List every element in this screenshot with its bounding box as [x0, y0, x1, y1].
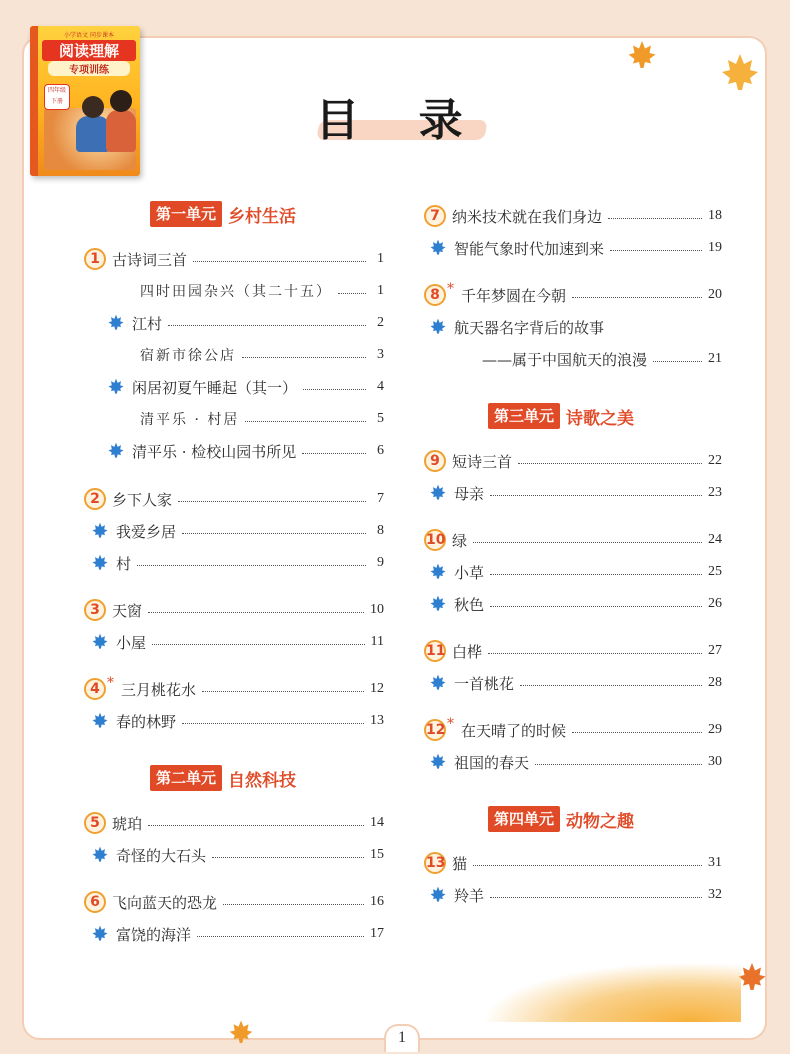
entry-title: 飞向蓝天的恐龙 — [112, 893, 218, 912]
toc-entry — [90, 710, 384, 732]
leader-dots — [572, 732, 702, 733]
entry-page: 14 — [370, 815, 384, 830]
unit-tag: 第一单元 — [150, 201, 222, 227]
optional-star: * — [447, 716, 454, 732]
lesson-number: 5 — [84, 812, 106, 834]
cover-title: 阅读理解 — [42, 40, 136, 61]
entry-page: 7 — [377, 491, 384, 506]
lesson-number: 11 — [424, 640, 446, 662]
unit-tag: 第四单元 — [488, 806, 560, 832]
toc-entry — [84, 891, 384, 913]
toc-entry — [134, 408, 384, 430]
entry-title: 羚羊 — [454, 886, 485, 905]
cover-grade-badge — [44, 84, 70, 110]
toc-entry — [106, 376, 384, 398]
leader-dots — [572, 297, 702, 298]
toc-entry — [106, 440, 384, 462]
leader-dots — [520, 685, 702, 686]
leader-dots — [338, 293, 366, 294]
blue-leaf-icon — [90, 521, 110, 541]
blue-leaf-icon — [90, 553, 110, 573]
leader-dots — [193, 261, 366, 262]
leader-dots — [182, 533, 366, 534]
lesson-number: 13 — [424, 852, 446, 874]
leader-dots — [610, 250, 702, 251]
lesson-number: 7 — [424, 205, 446, 227]
lesson-number: 2 — [84, 488, 106, 510]
cover-figure-head — [110, 90, 132, 112]
blue-leaf-icon — [428, 562, 448, 582]
toc-entry — [428, 237, 722, 259]
entry-page: 9 — [377, 555, 384, 570]
toc-entry — [84, 812, 384, 834]
lesson-number: 8 — [424, 284, 446, 306]
blue-leaf-icon — [106, 377, 126, 397]
entry-title: 村 — [116, 554, 132, 573]
blue-leaf-icon — [428, 483, 448, 503]
leader-dots — [490, 897, 702, 898]
cover-figure-body — [106, 110, 136, 152]
entry-title: 祖国的春天 — [454, 753, 530, 772]
leader-dots — [168, 325, 366, 326]
entry-title: 白桦 — [452, 642, 483, 661]
toc-entry — [424, 529, 722, 551]
blue-leaf-icon — [428, 594, 448, 614]
lesson-number: 6 — [84, 891, 106, 913]
unit-header-4 — [488, 806, 634, 832]
leader-dots — [490, 606, 702, 607]
entry-page: 18 — [708, 208, 722, 223]
entry-page: 21 — [708, 351, 722, 366]
blue-leaf-icon — [90, 711, 110, 731]
leader-dots — [473, 542, 702, 543]
maple-leaf-icon — [624, 38, 660, 74]
toc-entry — [134, 280, 384, 302]
toc-entry — [84, 675, 384, 700]
blue-leaf-icon — [90, 845, 110, 865]
toc-entry — [84, 248, 384, 270]
leader-dots — [608, 218, 702, 219]
entry-page: 26 — [708, 596, 722, 611]
leader-dots — [197, 936, 364, 937]
cover-volume: 下册 — [50, 98, 63, 105]
toc-entry — [428, 316, 722, 338]
toc-entry — [424, 450, 722, 472]
entry-page: 3 — [377, 347, 384, 362]
entry-page: 1 — [377, 251, 384, 266]
entry-page: 19 — [708, 240, 722, 255]
toc-entry — [84, 599, 384, 621]
leader-dots — [245, 421, 366, 422]
entry-page: 25 — [708, 564, 722, 579]
entry-title: 短诗三首 — [452, 452, 513, 471]
leader-dots — [148, 825, 364, 826]
leader-dots — [653, 361, 702, 362]
entry-title: 乡下人家 — [112, 490, 173, 509]
entry-title: 千年梦圆在今朝 — [461, 286, 567, 305]
leader-dots — [488, 653, 702, 654]
maple-leaf-icon — [716, 50, 764, 98]
toc-entry — [428, 593, 722, 615]
optional-star: * — [447, 281, 454, 297]
lesson-number: 12 — [424, 719, 446, 741]
toc-entry — [428, 751, 722, 773]
entry-title: 一首桃花 — [454, 674, 515, 693]
entry-title: 清平乐 · 检校山园书所见 — [132, 442, 297, 461]
entry-page: 13 — [370, 713, 384, 728]
leader-dots — [148, 612, 364, 613]
leader-dots — [490, 574, 702, 575]
blue-leaf-icon — [90, 632, 110, 652]
entry-page: 12 — [370, 681, 384, 696]
leader-dots — [223, 904, 364, 905]
book-cover — [30, 26, 140, 176]
lesson-number: 4 — [84, 678, 106, 700]
toc-entry — [428, 672, 722, 694]
entry-title: 智能气象时代加速到来 — [454, 239, 605, 258]
toc-entry — [424, 640, 722, 662]
autumn-leaves-decoration — [481, 962, 741, 1022]
toc-entry — [476, 348, 722, 370]
toc-entry — [90, 923, 384, 945]
leader-dots — [182, 723, 364, 724]
toc-entry — [428, 482, 722, 504]
leader-dots — [202, 691, 364, 692]
unit-header-3 — [488, 403, 634, 429]
unit-header-2 — [150, 765, 296, 791]
leader-dots — [152, 644, 365, 645]
entry-page: 11 — [370, 634, 384, 649]
leader-dots — [490, 495, 702, 496]
blue-leaf-icon — [428, 673, 448, 693]
optional-star: * — [107, 675, 114, 691]
entry-page: 22 — [708, 453, 722, 468]
blue-leaf-icon — [428, 238, 448, 258]
entry-title: 古诗词三首 — [112, 250, 188, 269]
entry-title: 富饶的海洋 — [116, 925, 192, 944]
blue-leaf-icon — [90, 924, 110, 944]
blue-leaf-icon — [428, 317, 448, 337]
cover-figure-head — [82, 96, 104, 118]
toc-entry — [424, 852, 722, 874]
lesson-number: 10 — [424, 529, 446, 551]
unit-tag: 第二单元 — [150, 765, 222, 791]
entry-title: 江村 — [132, 314, 163, 333]
unit-tag: 第三单元 — [488, 403, 560, 429]
entry-title: 春的林野 — [116, 712, 177, 731]
lesson-number: 1 — [84, 248, 106, 270]
entry-title: 纳米技术就在我们身边 — [452, 207, 603, 226]
entry-page: 23 — [708, 485, 722, 500]
leader-dots — [303, 389, 366, 390]
entry-page: 4 — [377, 379, 384, 394]
entry-title: 清平乐 · 村居 — [140, 412, 240, 428]
entry-page: 28 — [708, 675, 722, 690]
entry-page: 2 — [377, 315, 384, 330]
unit-name: 诗歌之美 — [566, 408, 635, 429]
entry-title: 四时田园杂兴（其二十五） — [140, 284, 332, 300]
toc-entry — [428, 884, 722, 906]
lesson-number: 9 — [424, 450, 446, 472]
entry-title: 航天器名字背后的故事 — [454, 318, 605, 337]
entry-page: 29 — [708, 722, 722, 737]
entry-title: ——属于中国航天的浪漫 — [482, 350, 648, 369]
toc-entry — [106, 312, 384, 334]
leader-dots — [212, 857, 364, 858]
entry-title: 闲居初夏午睡起（其一） — [132, 378, 298, 397]
leader-dots — [518, 463, 702, 464]
entry-title: 琥珀 — [112, 814, 143, 833]
entry-page: 5 — [377, 411, 384, 426]
entry-page: 6 — [377, 443, 384, 458]
unit-header-1 — [150, 201, 296, 227]
leader-dots — [137, 565, 366, 566]
entry-title: 秋色 — [454, 595, 485, 614]
cover-spine — [30, 26, 38, 176]
leader-dots — [178, 501, 366, 502]
leader-dots — [242, 357, 366, 358]
page-number: 1 — [384, 1024, 420, 1052]
toc-entry — [90, 552, 384, 574]
toc-entry — [424, 205, 722, 227]
entry-title: 天窗 — [112, 601, 143, 620]
cover-series: 小学语文 同步课本 — [64, 32, 114, 39]
entry-page: 8 — [377, 523, 384, 538]
toc-entry — [90, 520, 384, 542]
blue-leaf-icon — [428, 752, 448, 772]
leader-dots — [302, 453, 366, 454]
entry-title: 三月桃花水 — [121, 680, 197, 699]
entry-page: 16 — [370, 894, 384, 909]
lesson-number: 3 — [84, 599, 106, 621]
blue-leaf-icon — [106, 313, 126, 333]
page-title: 目 录 — [315, 95, 485, 146]
blue-leaf-icon — [106, 441, 126, 461]
entry-title: 小屋 — [116, 633, 147, 652]
leader-dots — [535, 764, 702, 765]
toc-entry — [424, 716, 722, 741]
entry-title: 宿新市徐公店 — [140, 348, 236, 364]
toc-entry — [90, 844, 384, 866]
entry-title: 母亲 — [454, 484, 485, 503]
entry-page: 17 — [370, 926, 384, 941]
toc-entry — [90, 631, 384, 653]
entry-title: 在天晴了的时候 — [461, 721, 567, 740]
entry-page: 1 — [377, 283, 384, 298]
cover-figure-body — [76, 116, 110, 152]
entry-title: 我爱乡居 — [116, 522, 177, 541]
entry-page: 30 — [708, 754, 722, 769]
entry-page: 20 — [708, 287, 722, 302]
entry-page: 15 — [370, 847, 384, 862]
toc-entry — [424, 281, 722, 306]
entry-title: 小草 — [454, 563, 485, 582]
toc-entry — [134, 344, 384, 366]
toc-entry — [84, 488, 384, 510]
cover-grade: 四年级 — [47, 87, 66, 94]
cover-subtitle: 专项训练 — [48, 61, 130, 76]
entry-page: 24 — [708, 532, 722, 547]
entry-page: 27 — [708, 643, 722, 658]
blue-leaf-icon — [428, 885, 448, 905]
unit-name: 自然科技 — [228, 770, 297, 791]
toc-entry — [428, 561, 722, 583]
entry-page: 32 — [708, 887, 722, 902]
unit-name: 动物之趣 — [566, 811, 635, 832]
entry-title: 绿 — [452, 531, 468, 550]
entry-page: 31 — [708, 855, 722, 870]
entry-title: 奇怪的大石头 — [116, 846, 207, 865]
entry-title: 猫 — [452, 854, 468, 873]
maple-leaf-icon — [226, 1018, 256, 1048]
unit-name: 乡村生活 — [228, 206, 297, 227]
entry-page: 10 — [370, 602, 384, 617]
leader-dots — [473, 865, 702, 866]
